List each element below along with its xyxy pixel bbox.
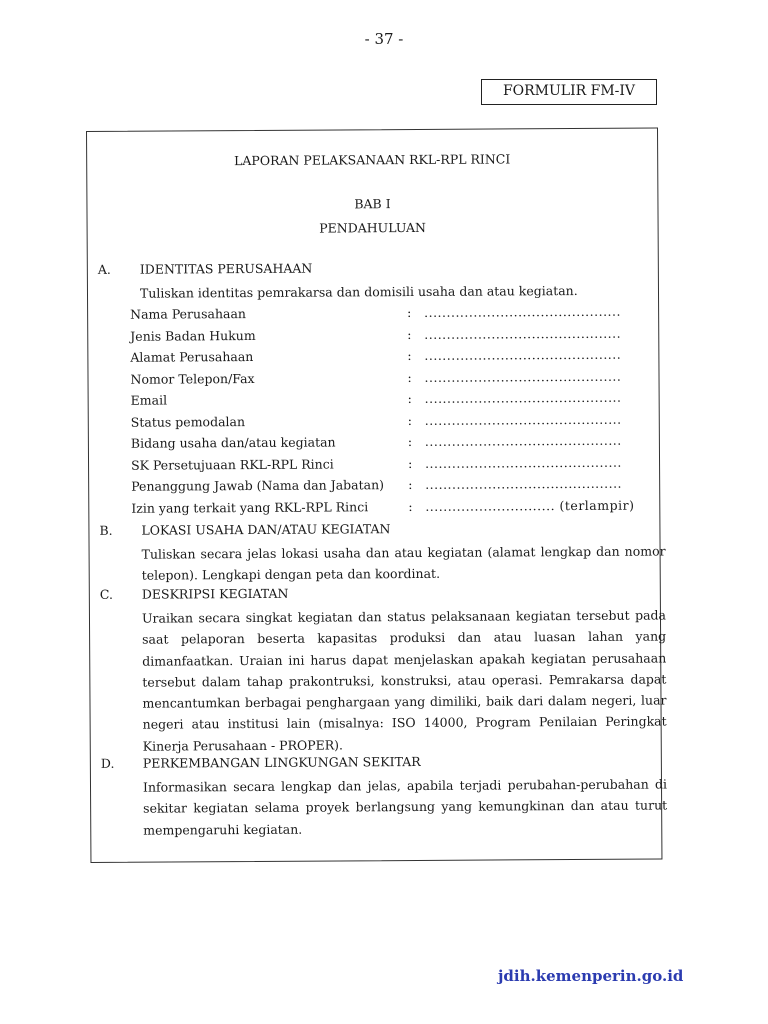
field-row (130, 304, 650, 328)
field-label: Izin yang terkait yang RKL-RPL Rinci (131, 498, 369, 516)
field-colon: : (407, 434, 413, 450)
section-b-body: Tuliskan secara jelas lokasi usaha dan atau kegiatan (alamat lengkap dan nomor telepon). Lengkapi dengan peta dan koordinat. (141, 543, 666, 583)
field-label: Email (130, 392, 168, 408)
form-frame (86, 128, 668, 863)
section-a-letter: A. (97, 261, 111, 277)
field-value: ............................. (terlampir) (425, 497, 635, 514)
field-colon: : (407, 391, 412, 407)
section-d-letter: D. (100, 755, 115, 771)
field-label: Status pemodalan (130, 413, 246, 430)
field-value: ............................................ (424, 303, 622, 320)
section-d-heading: PERKEMBANGAN LINGKUNGAN SEKITAR (142, 753, 421, 771)
field-label: Alamat Perusahaan (130, 348, 254, 365)
section-a (97, 259, 648, 301)
field-value: ............................................ (424, 389, 622, 406)
section-a-intro: Tuliskan identitas pemrakarsa dan domisili usaha dan atau kegiatan. (139, 282, 578, 301)
field-value: ............................................ (424, 368, 622, 385)
field-value: ............................................ (424, 411, 622, 428)
field-row (131, 497, 651, 521)
report-title: LAPORAN PELAKSANAAN RKL-RPL RINCI (234, 151, 511, 169)
field-label: Penanggung Jawab (Nama dan Jabatan) (131, 477, 385, 494)
field-value: ............................................ (424, 454, 622, 471)
field-colon: : (407, 348, 412, 364)
chapter-title: PENDAHULUAN (319, 219, 426, 236)
field-colon: : (408, 477, 413, 493)
field-value: ............................................ (425, 475, 623, 492)
field-value: ............................................ (424, 325, 622, 342)
section-c-heading: DESKRIPSI KEGIATAN (141, 585, 289, 602)
field-colon: : (408, 498, 413, 514)
section-c-body: Uraikan secara singkat kegiatan dan status pelaksanaan kegiatan tersebut pada saat pelaporan beserta kapasitas produksi dan atau luasan lahan yang dimanfaatkan. Uraian ini harus dapat menjelaskan apakah kegiatan perusahaan tersebut dalam tahap prakontruksi, konstruksi, atau operasi. Pemrakarsa dapat mencantumkan berbagai penghargaan yang dimiliki, baik dari dalam negeri, luar negeri atau institusi lain (misalnya: ISO 14000, Program Penilaian Peringkat Kinerja Perusahaan - PROPER). (141, 607, 667, 754)
field-colon: : (407, 455, 413, 471)
section-c-letter: C. (99, 586, 113, 602)
form-code-box: FORMULIR FM-IV (481, 79, 657, 105)
field-value: ............................................ (424, 432, 622, 449)
field-row (131, 390, 651, 414)
field-colon: : (407, 369, 412, 385)
section-a-heading: IDENTITAS PERUSAHAAN (139, 260, 313, 277)
field-label: Nama Perusahaan (130, 306, 246, 322)
field-row (130, 347, 650, 371)
field-row (130, 325, 650, 349)
field-colon: : (407, 305, 412, 321)
field-row (131, 476, 651, 500)
field-row (131, 433, 651, 457)
section-b-heading: LOKASI USAHA DAN/ATAU KEGIATAN (141, 521, 391, 538)
field-colon: : (407, 412, 413, 428)
section-d-body: Informasikan secara lengkap dan jelas, apabila terjadi perubahan-perubahan di sekitar kegiatan selama proyek berlangsung yang kemungkinan dan atau turut mempengaruhi kegiatan. (142, 776, 668, 838)
chapter-number: BAB I (354, 196, 391, 212)
field-row (130, 368, 650, 392)
footer-website-link[interactable]: jdih.kemenperin.go.id (498, 967, 684, 985)
field-label: Bidang usaha dan/atau kegiatan (130, 434, 336, 451)
field-label: Nomor Telepon/Fax (130, 370, 255, 387)
field-colon: : (407, 326, 412, 342)
field-row (131, 454, 651, 478)
field-label: SK Persetujuaan RKL-RPL Rinci (130, 455, 334, 473)
field-row (131, 411, 651, 435)
section-b-letter: B. (99, 522, 113, 538)
page-number: - 37 - (364, 30, 404, 48)
field-label: Jenis Badan Hukum (130, 327, 256, 344)
field-value: ............................................ (424, 346, 622, 363)
